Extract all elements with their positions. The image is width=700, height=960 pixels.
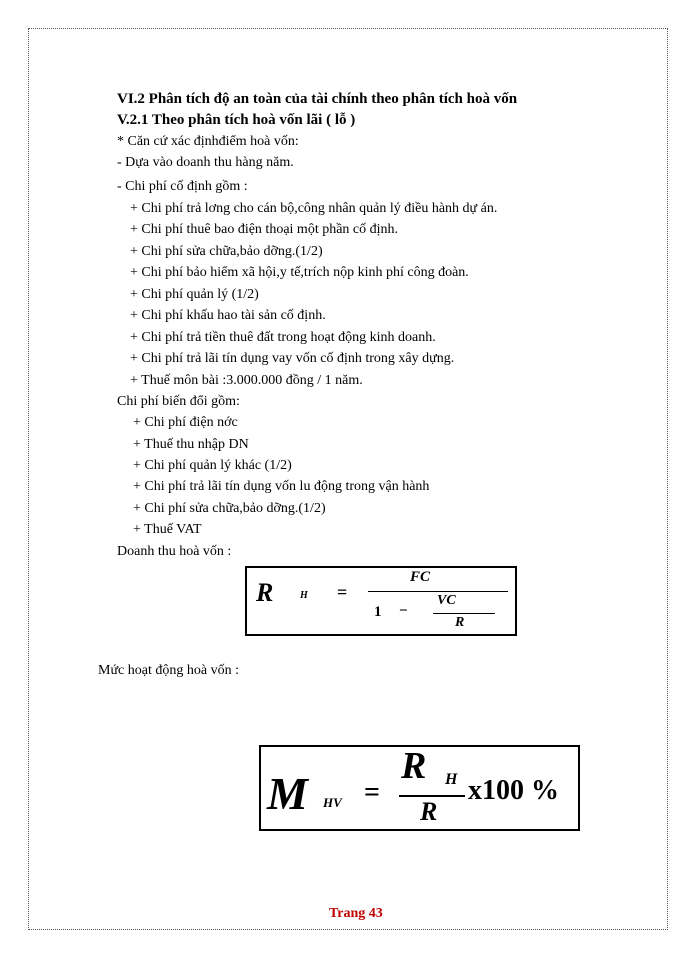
list-item: + Chi phí trả lãi tín dụng vốn lu động trong vận hành — [133, 479, 430, 494]
formula-numerator: R — [401, 745, 427, 787]
formula-numerator: FC — [410, 569, 431, 585]
formula-minus: − — [399, 603, 408, 619]
list-item: + Chi phí quản lý khác (1/2) — [133, 458, 292, 473]
variable-costs-title: Chi phí biến đổi gồm: — [117, 394, 240, 409]
subsection-heading: V.2.1 Theo phân tích hoà vốn lãi ( lỗ ) — [117, 112, 356, 128]
formula-multiplier: x100 % — [468, 775, 559, 806]
breakeven-revenue-formula — [245, 566, 517, 636]
list-item: + Thuế thu nhập DN — [133, 437, 249, 452]
formula-inner-denominator: R — [455, 615, 465, 630]
list-item: + Chi phí trả lãi tín dụng vay vốn cố định trong xây dựng. — [130, 351, 455, 366]
list-item: + Chi phí bảo hiểm xã hội,y tế,trích nộp kinh phí công đoàn. — [130, 265, 469, 280]
list-item: + Chi phí điện nớc — [133, 415, 238, 430]
formula-numerator-subscript: H — [445, 771, 458, 788]
formula-lhs: M — [267, 768, 308, 819]
formula-equals: = — [337, 582, 348, 602]
list-item: + Chi phí khấu hao tài sản cố định. — [130, 308, 326, 323]
list-item: + Chi phí trả lơng cho cán bộ,công nhân quản lý điều hành dự án. — [130, 201, 498, 216]
formula-lhs: R — [256, 578, 274, 607]
list-item: + Chi phí trả tiền thuê đất trong hoạt động kinh doanh. — [130, 330, 436, 345]
breakeven-level-formula — [259, 745, 580, 831]
list-item: + Thuế VAT — [133, 522, 202, 537]
list-item: + Chi phí thuê bao điện thoại một phần cố định. — [130, 222, 399, 237]
breakeven-basis-text: * Căn cứ xác địnhđiểm hoà vốn: — [117, 134, 299, 149]
fraction-bar — [368, 591, 508, 592]
list-item: + Chi phí sửa chữa,bảo dỡng.(1/2) — [130, 244, 323, 259]
formula-denominator: R — [420, 797, 438, 826]
formula-one: 1 — [374, 604, 382, 620]
formula-inner-numerator: VC — [437, 593, 456, 608]
revenue-basis-text: - Dựa vào doanh thu hàng năm. — [117, 155, 294, 170]
inner-fraction-bar — [433, 613, 495, 614]
formula-lhs-subscript: H — [300, 590, 308, 601]
breakeven-level-label: Mức hoạt động hoà vốn : — [98, 663, 239, 678]
list-item: + Chi phí sửa chữa,bảo dỡng.(1/2) — [133, 501, 326, 516]
formula-lhs-subscript: HV — [323, 795, 342, 810]
breakeven-revenue-label: Doanh thu hoà vốn : — [117, 544, 232, 559]
fixed-costs-title: - Chi phí cố định gồm : — [117, 179, 248, 194]
section-heading: VI.2 Phân tích độ an toàn của tài chính theo phân tích hoà vốn — [117, 91, 518, 107]
formula-equals: = — [364, 777, 380, 808]
page-number: Trang 43 — [329, 906, 383, 921]
list-item: + Thuế môn bài :3.000.000 đồng / 1 năm. — [130, 373, 363, 388]
list-item: + Chi phí quản lý (1/2) — [130, 287, 259, 302]
